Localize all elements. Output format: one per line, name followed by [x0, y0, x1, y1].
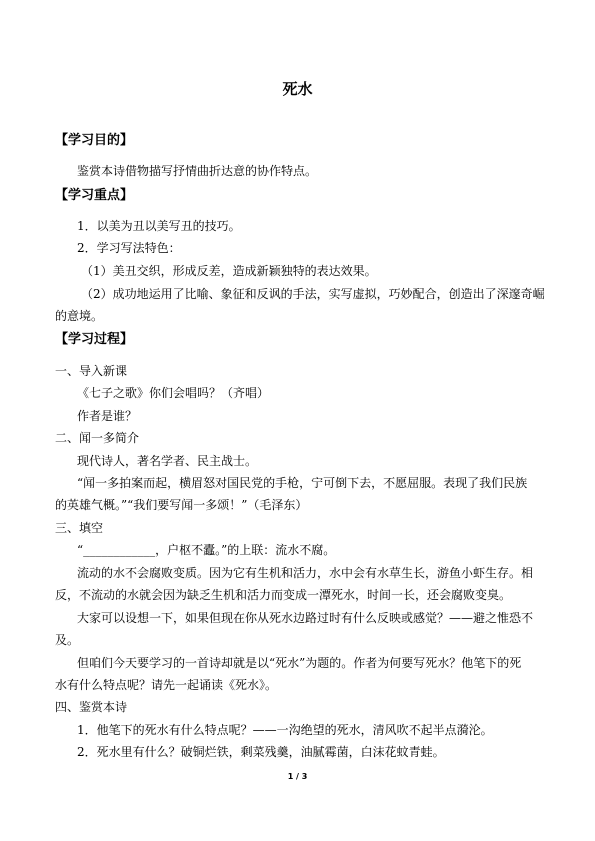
section-heading-objective: 【学习目的】	[55, 133, 134, 148]
fill-blank-line: “____________，户枢不蠹。”的上联：流水不腐。	[77, 543, 336, 557]
paragraph: 流动的水不会腐败变质。因为它有生机和活力，水中会有水草生长，游鱼小虾生存。相	[77, 566, 534, 580]
list-item: 1．以美为丑以美写丑的技巧。	[77, 219, 241, 233]
subheading: 二、闻一多简介	[55, 431, 140, 445]
paragraph: “闻一多拍案而起，横眉怒对国民党的手枪，宁可倒下去，不愿屈服。表现了我们民族	[77, 476, 528, 490]
paragraph: 大家可以设想一下，如果但现在你从死水边路过时有什么反映或感觉？——避之惟恐不	[77, 611, 534, 625]
subheading: 三、填空	[55, 521, 104, 535]
paragraph: 《七子之歌》你们会唱吗？（齐唱）	[77, 386, 270, 400]
paragraph: 但咱们今天要学习的一首诗却就是以“死水”为题的。作者为何要写死水？他笔下的死	[77, 656, 522, 670]
list-item: （1）美丑交织，形成反差，造成新颖独特的表达效果。	[81, 264, 377, 278]
section-heading-process: 【学习过程】	[55, 332, 134, 347]
paragraph-continued: 及。	[55, 633, 80, 647]
paragraph: 鉴赏本诗借物描写抒情曲折达意的协作特点。	[77, 164, 318, 178]
page-number: 1 / 3	[287, 772, 308, 781]
page-title: 死水	[282, 80, 313, 98]
subheading: 四、鉴赏本诗	[55, 700, 128, 714]
list-item: 2．学习写法特色：	[77, 241, 181, 255]
paragraph-continued: 水有什么特点呢？请先一起诵读《死水》。	[55, 678, 278, 692]
paragraph-continued: 反，不流动的水就会因为缺乏生机和活力而变成一潭死水，时间一长，还会腐败变臭。	[55, 588, 512, 602]
paragraph-continued: 的英雄气概。”“我们要写闻一多颂！”（毛泽东）	[55, 498, 308, 512]
paragraph: 2．死水里有什么？破铜烂铁，剩菜残羹，油腻霉菌，白沫花蚊青蛙。	[77, 745, 445, 759]
paragraph: 1．他笔下的死水有什么特点呢？——一沟绝望的死水，清风吹不起半点漪沦。	[77, 723, 493, 737]
paragraph: 现代诗人，著名学者、民主战士。	[77, 454, 258, 468]
list-item: （2）成功地运用了比喻、象征和反讽的手法，实写虚拟，巧妙配合，创造出了深邃奇崛	[81, 287, 545, 301]
list-item-continued: 的意境。	[55, 309, 104, 323]
subheading: 一、导入新课	[55, 364, 128, 378]
paragraph: 作者是谁？	[77, 409, 138, 423]
section-heading-focus: 【学习重点】	[55, 188, 134, 203]
